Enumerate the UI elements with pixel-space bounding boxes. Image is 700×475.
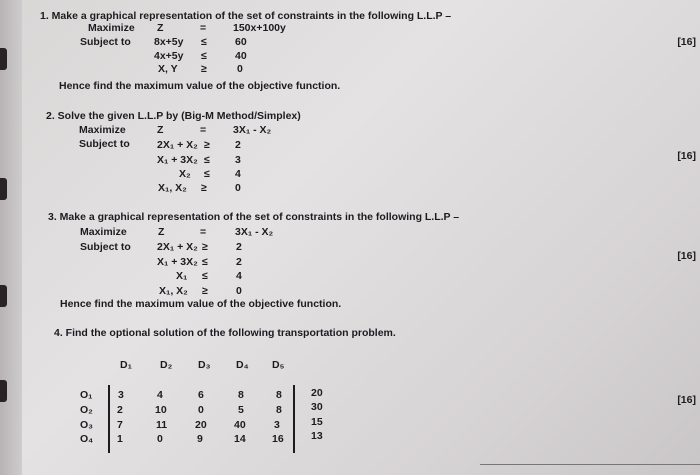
- q1-heading: 1. Make a graphical representation of the set of constraints in the following L.L.P –: [40, 10, 452, 22]
- q3-footer: Hence find the maximum value of the objective function.: [60, 298, 342, 310]
- page-binding-edge: [0, 0, 22, 475]
- q2-row-rhs: 0: [235, 182, 241, 194]
- q4-col-header: D₂: [160, 359, 173, 371]
- q2-subject-label: Subject to: [79, 138, 130, 150]
- q4-cost-cell: 16: [272, 433, 284, 445]
- q2-maximize-label: Maximize: [79, 124, 126, 136]
- q2-row-lhs: X₁, X₂: [158, 182, 187, 194]
- q4-cost-cell: 5: [238, 404, 244, 416]
- q2-row-op: ≥: [201, 182, 207, 194]
- q4-heading: 4. Find the optional solution of the following transportation problem.: [54, 327, 396, 339]
- q4-cost-cell: 1: [117, 433, 123, 445]
- q4-col-header: D₄: [236, 359, 249, 371]
- q3-row-op: ≥: [202, 241, 208, 253]
- q4-cost-cell: 20: [195, 419, 207, 431]
- q2-row-op: ≤: [204, 168, 210, 180]
- q2-row-op: ≤: [204, 154, 210, 166]
- q1-row-rhs: 60: [235, 36, 247, 48]
- q2-row-lhs: X₂: [179, 168, 191, 180]
- q4-col-header: D₅: [272, 359, 285, 371]
- q3-row-rhs: 3X₁ - X₂: [235, 226, 274, 238]
- q3-row-lhs: X₁, X₂: [159, 285, 188, 297]
- q4-cost-cell: 4: [157, 389, 163, 401]
- q1-maximize-label: Maximize: [88, 22, 135, 34]
- q1-marks: [16]: [677, 36, 696, 48]
- q1-row-op: ≤: [201, 50, 207, 62]
- q4-supply-cell: 20: [311, 387, 323, 399]
- q4-supply-cell: 30: [311, 401, 323, 413]
- q2-row-op: =: [200, 124, 207, 136]
- binding-hole: [0, 178, 7, 200]
- q4-origin-label: O₄: [80, 433, 94, 445]
- q2-row-op: ≥: [204, 139, 210, 151]
- q4-origin-label: O₃: [80, 419, 94, 431]
- q1-subject-label: Subject to: [80, 36, 131, 48]
- q4-cost-cell: 11: [156, 419, 168, 431]
- q4-cost-cell: 0: [157, 433, 163, 445]
- q1-footer: Hence find the maximum value of the objective function.: [59, 80, 341, 92]
- q4-cost-cell: 2: [117, 404, 123, 416]
- q2-row-rhs: 4: [235, 168, 241, 180]
- q1-row-lhs: Z: [157, 22, 164, 34]
- q4-cost-cell: 40: [234, 419, 246, 431]
- q3-row-op: ≤: [202, 270, 208, 282]
- q4-cost-cell: 8: [238, 389, 244, 401]
- q3-row-op: ≤: [202, 256, 208, 268]
- q4-cost-cell: 8: [276, 389, 282, 401]
- q2-row-lhs: 2X₁ + X₂: [157, 139, 198, 151]
- q4-cost-cell: 8: [276, 404, 282, 416]
- binding-hole: [0, 48, 7, 70]
- q3-heading: 3. Make a graphical representation of the set of constraints in the following L.L.P –: [48, 211, 460, 223]
- q3-row-op: =: [200, 226, 207, 238]
- q1-row-lhs: 8x+5y: [154, 36, 184, 48]
- q3-row-rhs: 4: [236, 270, 242, 282]
- q2-row-lhs: X₁ + 3X₂: [157, 154, 198, 166]
- q4-cost-cell: 14: [234, 433, 246, 445]
- q4-cost-cell: 9: [197, 433, 203, 445]
- q4-cost-cell: 6: [198, 389, 204, 401]
- q2-row-rhs: 3: [235, 154, 241, 166]
- q3-row-rhs: 2: [236, 256, 242, 268]
- q3-marks: [16]: [677, 250, 696, 262]
- q4-origin-label: O₂: [80, 404, 93, 416]
- q4-cost-cell: 7: [117, 419, 123, 431]
- q1-row-rhs: 150x+100y: [233, 22, 286, 34]
- q3-row-rhs: 0: [236, 285, 242, 297]
- paper-fold-line: [480, 464, 700, 465]
- q1-row-lhs: X, Y: [158, 63, 178, 75]
- q3-maximize-label: Maximize: [80, 226, 127, 238]
- q4-cost-cell: 3: [118, 389, 124, 401]
- q4-origin-label: O₁: [80, 389, 93, 401]
- q4-cost-cell: 3: [274, 419, 280, 431]
- binding-hole: [0, 285, 7, 307]
- q4-marks: [16]: [677, 394, 696, 406]
- q2-row-rhs: 2: [235, 139, 241, 151]
- q1-row-lhs: 4x+5y: [154, 50, 184, 62]
- q1-row-op: =: [200, 22, 207, 34]
- q1-row-op: ≤: [201, 36, 207, 48]
- q1-row-rhs: 0: [237, 63, 243, 75]
- q3-row-lhs: X₁ + 3X₂: [157, 256, 198, 268]
- q4-supply-cell: 13: [311, 430, 323, 442]
- table-right-rule: [293, 385, 295, 453]
- q1-row-op: ≥: [201, 63, 207, 75]
- q4-supply-cell: 15: [311, 416, 323, 428]
- table-left-rule: [108, 385, 110, 453]
- q2-row-lhs: Z: [157, 124, 164, 136]
- q2-heading: 2. Solve the given L.L.P by (Big-M Method/Simplex): [46, 110, 301, 122]
- q3-row-lhs: 2X₁ + X₂: [157, 241, 198, 253]
- q2-marks: [16]: [677, 150, 696, 162]
- q2-row-rhs: 3X₁ - X₂: [233, 124, 272, 136]
- binding-hole: [0, 380, 7, 402]
- q3-row-lhs: Z: [158, 226, 165, 238]
- q4-cost-cell: 0: [198, 404, 204, 416]
- q3-row-lhs: X₁: [176, 270, 188, 282]
- q4-col-header: D₁: [120, 359, 132, 371]
- q3-subject-label: Subject to: [80, 241, 131, 253]
- q4-col-header: D₃: [198, 359, 211, 371]
- q3-row-rhs: 2: [236, 241, 242, 253]
- q1-row-rhs: 40: [235, 50, 247, 62]
- q4-cost-cell: 10: [155, 404, 167, 416]
- q3-row-op: ≥: [202, 285, 208, 297]
